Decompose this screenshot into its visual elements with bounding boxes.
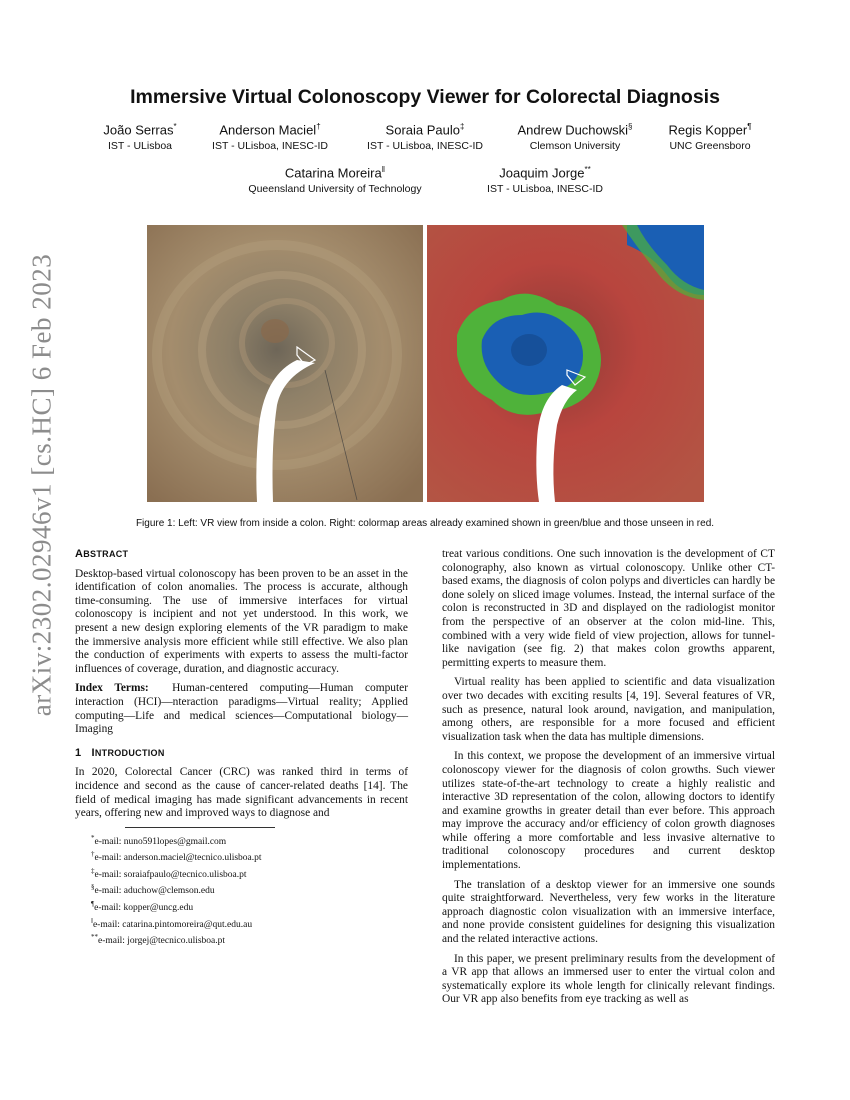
footnote: §e-mail: aduchow@clemson.edu <box>91 883 215 897</box>
footnote: **e-mail: jorgej@tecnico.ulisboa.pt <box>91 933 226 947</box>
arxiv-stamp <box>22 253 62 717</box>
author-name: Joaquim Jorge** <box>499 165 591 181</box>
abstract-text: Desktop-based virtual colonoscopy has been proven to be an asset in the identification of colon anomalies. The process is accurate, although time-consuming. The use of immersive interfaces for virtual colonoscopy is incipient and not yet understood. In this work, we present a new design exploring elements of the VR paradigm to make the immersive analysis more efficient while still effective. We also plan the conduction of experiments with experts to assess the multi-factor influences of coverage, duration, and diagnostic accuracy. <box>75 567 408 675</box>
footnotes <box>75 832 408 948</box>
right-column <box>442 548 775 1013</box>
author-affiliation: IST - ULisboa, INESC-ID <box>487 183 603 196</box>
author-affiliation: IST - ULisboa <box>108 140 172 153</box>
body-paragraph: Virtual reality has been applied to scientific and data visualization over two decades with exciting results [4, 19]. Several features of VR, such as presence, natural look around, navigation, and manipulation, among others, are responsible for a more focused and efficient visualization task when the data has multiple dimensions. <box>442 676 775 743</box>
figure-caption: Figure 1: Left: VR view from inside a colon. Right: colormap areas already examined shown in green/blue and those unseen in red. <box>135 518 715 529</box>
author-block <box>505 122 645 152</box>
body-paragraph: In this paper, we present preliminary results from the development of a VR app that allows an immersed user to enter the virtual colon and systematically explore its whole length for clinically relevant findings. Our VR app also benefits from eye tracking as well as <box>442 952 775 1006</box>
author-name: João Serras* <box>103 122 177 138</box>
author-affiliation: UNC Greensboro <box>669 140 751 153</box>
author-name: Anderson Maciel† <box>219 122 321 138</box>
footnote: *e-mail: nuno591lopes@gmail.com <box>91 833 227 847</box>
intro-paragraph: In 2020, Colorectal Cancer (CRC) was ranked third in terms of incidence and second as the cause of cancer-related deaths [14]. The field of medical imaging has made significant advancements in recent years, offering new and improved ways to diagnose and <box>75 766 408 820</box>
index-terms: Index Terms: Human-centered computing—Human computer interaction (HCI)—nteraction paradigms—Virtual reality; Applied computing—Life and medical sciences—Computational biology—Imaging <box>75 682 408 736</box>
author-block <box>200 122 340 152</box>
abstract-heading: ABSTRACT <box>75 548 129 560</box>
footnote-divider <box>125 827 275 828</box>
author-affiliation: Clemson University <box>529 140 621 153</box>
author-name: Soraia Paulo‡ <box>385 122 465 138</box>
paper-title: Immersive Virtual Colonoscopy Viewer for Colorectal Diagnosis <box>130 86 720 108</box>
body-paragraph: In this context, we propose the development of an immersive virtual colonoscopy viewer for the diagnosis of colon growths. Such viewer utilizes state-of-the-art technology to create a highly realistic and interactive 3D representation of the colon, allowing doctors to identify and examine growths in greater detail than ever before. This approach may improve the accuracy and/or efficiency of colon growth diagnoses while offering a more comfortable and less invasive alternative to traditional colonoscopy procedures and current desktop implementations. <box>442 750 775 872</box>
author-affiliation: Queensland University of Technology <box>248 183 422 196</box>
arxiv-id: arXiv:2302.02946v1 [cs.HC] 6 Feb 2023 <box>26 253 57 717</box>
figure-1-images <box>147 225 704 502</box>
footnote: ‡e-mail: soraiafpaulo@tecnico.ulisboa.pt <box>91 866 247 880</box>
author-block <box>465 165 625 195</box>
body-paragraph: The translation of a desktop viewer for an immersive one sounds quite straightforward. Nevertheless, very few works in the literature approach diagnostic colon visualization with an immersive interface, and none provide consistent guidelines for designing this visualization and the related interactive actions. <box>442 878 775 946</box>
author-block <box>230 165 440 195</box>
footnote: ‖e-mail: catarina.pintomoreira@qut.edu.au <box>91 916 253 930</box>
figure-1 <box>147 225 704 507</box>
left-column <box>75 548 408 948</box>
author-block <box>650 122 770 152</box>
author-block <box>350 122 500 152</box>
footnote: †e-mail: anderson.maciel@tecnico.ulisboa.pt <box>91 850 262 864</box>
author-affiliation: IST - ULisboa, INESC-ID <box>367 140 483 153</box>
intro-heading: 1 INTRODUCTION <box>75 746 165 759</box>
footnote: ¶e-mail: kopper@uncg.edu <box>91 899 194 914</box>
colon-colormap-view <box>427 225 704 502</box>
author-name: Regis Kopper¶ <box>668 122 752 138</box>
author-name: Catarina Moreira‖ <box>284 165 386 181</box>
author-block <box>80 122 200 152</box>
author-affiliation: IST - ULisboa, INESC-ID <box>212 140 328 153</box>
body-paragraph: treat various conditions. One such innovation is the development of CT colonography, also known as virtual colonoscopy. Unlike other CT-based exams, the diagnosis of colon polyps and diverticles can hardly be done solely on sliced image volumes. Instead, the internal surface of the colon is reconstructed in 3D and displayed on the radiologist monitor from the perspective of an observer at the colon mid-line. This, combined with a very wide field of view projection, allows for tunnel-like navigation (see fig. 2) that makes colon growths apparent, permitting experts to measure them. <box>442 548 775 669</box>
author-name: Andrew Duchowski§ <box>517 122 633 138</box>
colon-vr-view <box>147 225 423 502</box>
